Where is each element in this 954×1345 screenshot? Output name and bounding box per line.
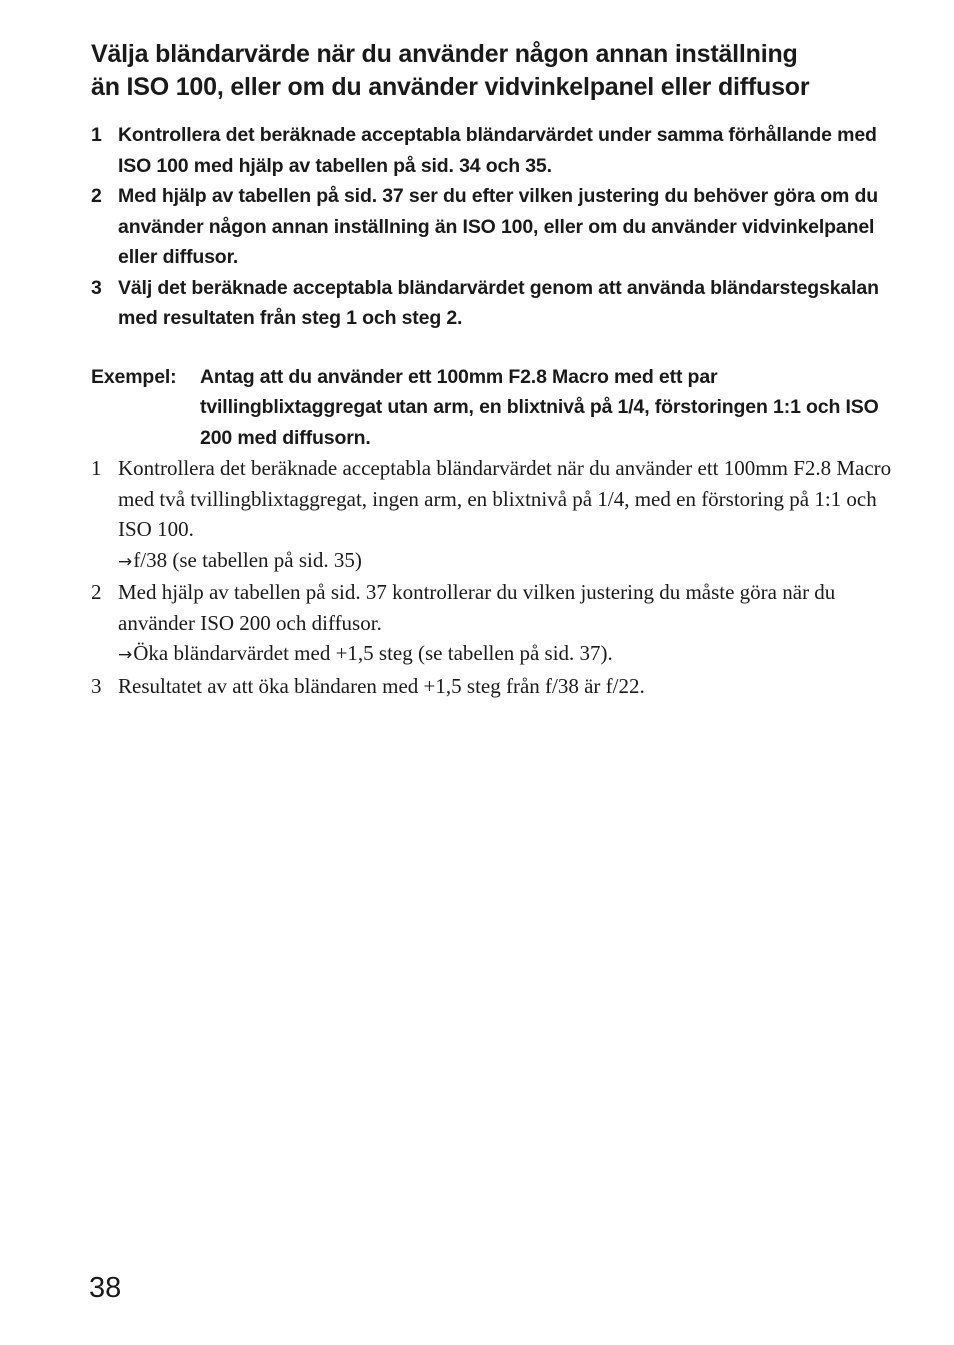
result-line [118,545,896,578]
step-text: Med hjälp av tabellen på sid. 37 ser du efter vilken justering du behöver göra om du använder någon annan inställning än ISO 100, eller om du använder vidvinkelpanel eller diffusor. [118,185,879,268]
step-2 [91,181,896,273]
step-text: Kontrollera det beräknade acceptabla bländarvärdet när du använder ett 100mm F2.8 Macro med två tvillingblixtaggregat, ingen arm, en blixtnivå på 1/4, med en förstoring på 1:1 och ISO 100. [118,456,892,541]
step-text: Med hjälp av tabellen på sid. 37 kontrollerar du vilken justering du måste göra när du använder ISO 200 och diffusor. [118,580,836,635]
step-number: 2 [91,580,102,604]
step-1 [91,120,896,181]
example-text: Antag att du använder ett 100mm F2.8 Macro med ett par tvillingblixtaggregat utan arm, en blixtnivå på 1/4, förstoringen 1:1 och ISO 200 med diffusorn. [200,365,879,449]
step-text: Resultatet av att öka bländaren med +1,5 steg från f/38 är f/22. [118,673,645,698]
page-number: 38 [89,1272,122,1304]
result-text: f/38 (se tabellen på sid. 35) [133,547,362,572]
example-step-1 [91,453,896,577]
procedure-steps [91,120,896,334]
step-number: 1 [91,124,102,146]
heading-line-1: Välja bländarvärde när du använder någon annan inställning [91,40,798,68]
example-label: Exempel: [91,365,177,388]
step-number: 1 [91,456,102,480]
arrow-right-icon: → [118,551,133,572]
example-step-2 [91,577,896,671]
arrow-right-icon: → [118,645,133,665]
step-number: 3 [91,276,102,299]
step-number: 2 [91,185,102,207]
step-number: 3 [91,673,102,698]
result-line [118,638,896,671]
example-steps [91,453,896,701]
step-text: Kontrollera det beräknade acceptabla bländarvärdet under samma förhållande med ISO 100 med hjälp av tabellen på sid. 34 och 35. [118,124,877,177]
section-heading [91,38,896,104]
step-3 [91,273,896,334]
heading-line-2: än ISO 100, eller om du använder vidvinkelpanel eller diffusor [91,73,810,101]
example-block [91,362,896,454]
example-step-3 [91,671,896,702]
result-text: Öka bländarvärdet med +1,5 steg (se tabellen på sid. 37). [133,641,613,665]
step-text: Välj det beräknade acceptabla bländarvärdet genom att använda bländarstegskalan med resultaten från steg 1 och steg 2. [118,276,879,329]
page-content [91,38,896,701]
